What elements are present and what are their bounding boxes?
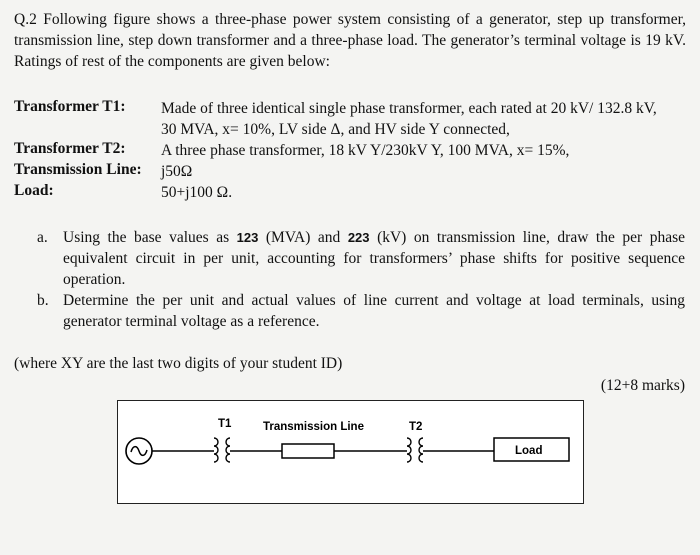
line-label: Transmission Line: [14,161,142,178]
t1-spec-line1: Made of three identical single phase transformer, each rated at 20 kV/ 132.8 kV, [161,100,657,117]
one-line-diagram [117,400,584,504]
question-text: Following figure shows a three-phase power system consisting of a generator, step up transformer, transmission line, step down transformer and a three-phase load. The generator’s terminal voltage is 19 kV. Ratings of rest of the components are given below: [14,11,686,70]
t1-transformer-icon [214,438,230,462]
load-label-diagram: Load [515,445,543,457]
t2-transformer-icon [407,438,423,462]
transmission-line-label: Transmission Line [263,421,364,433]
t2-label-diagram: T2 [409,421,423,433]
t2-spec: A three phase transformer, 18 kV Y/230kV Y, 100 MVA, x= 15%, [161,142,570,159]
load-spec: 50+j100 Ω. [161,184,233,201]
t1-label: Transformer T1: [14,98,126,115]
part-b-marker: b. [37,292,49,309]
part-a-pre: Using the base values as [63,229,230,246]
generator-sine-icon [131,447,147,456]
question-intro [14,9,686,72]
part-a-mid: (MVA) and [265,229,341,246]
part-a-kv: 223 [347,230,370,245]
t1-label-diagram: T1 [218,418,232,430]
t2-label: Transformer T2: [14,140,126,157]
part-a-post: (kV) on transmission line, draw the per phase equivalent circuit in per unit, accounting for transformers’ phase shifts for positive sequence operation. [63,229,685,288]
part-a-marker: a. [37,229,48,246]
marks: (12+8 marks) [600,377,685,394]
part-a [37,227,685,290]
diagram-svg [118,401,583,503]
part-a-mva: 123 [236,230,259,245]
part-b [37,290,685,332]
load-label: Load: [14,182,54,199]
part-b-text: Determine the per unit and actual values of line current and voltage at load terminals, using generator terminal voltage as a reference. [63,292,685,330]
transmission-line-box [282,444,334,458]
question-number: Q.2 [14,11,37,28]
student-id-note: (where XY are the last two digits of your student ID) [14,355,343,372]
t1-spec-line2: 30 MVA, x= 10%, LV side Δ, and HV side Y connected, [161,121,510,138]
line-spec: j50Ω [161,163,193,180]
